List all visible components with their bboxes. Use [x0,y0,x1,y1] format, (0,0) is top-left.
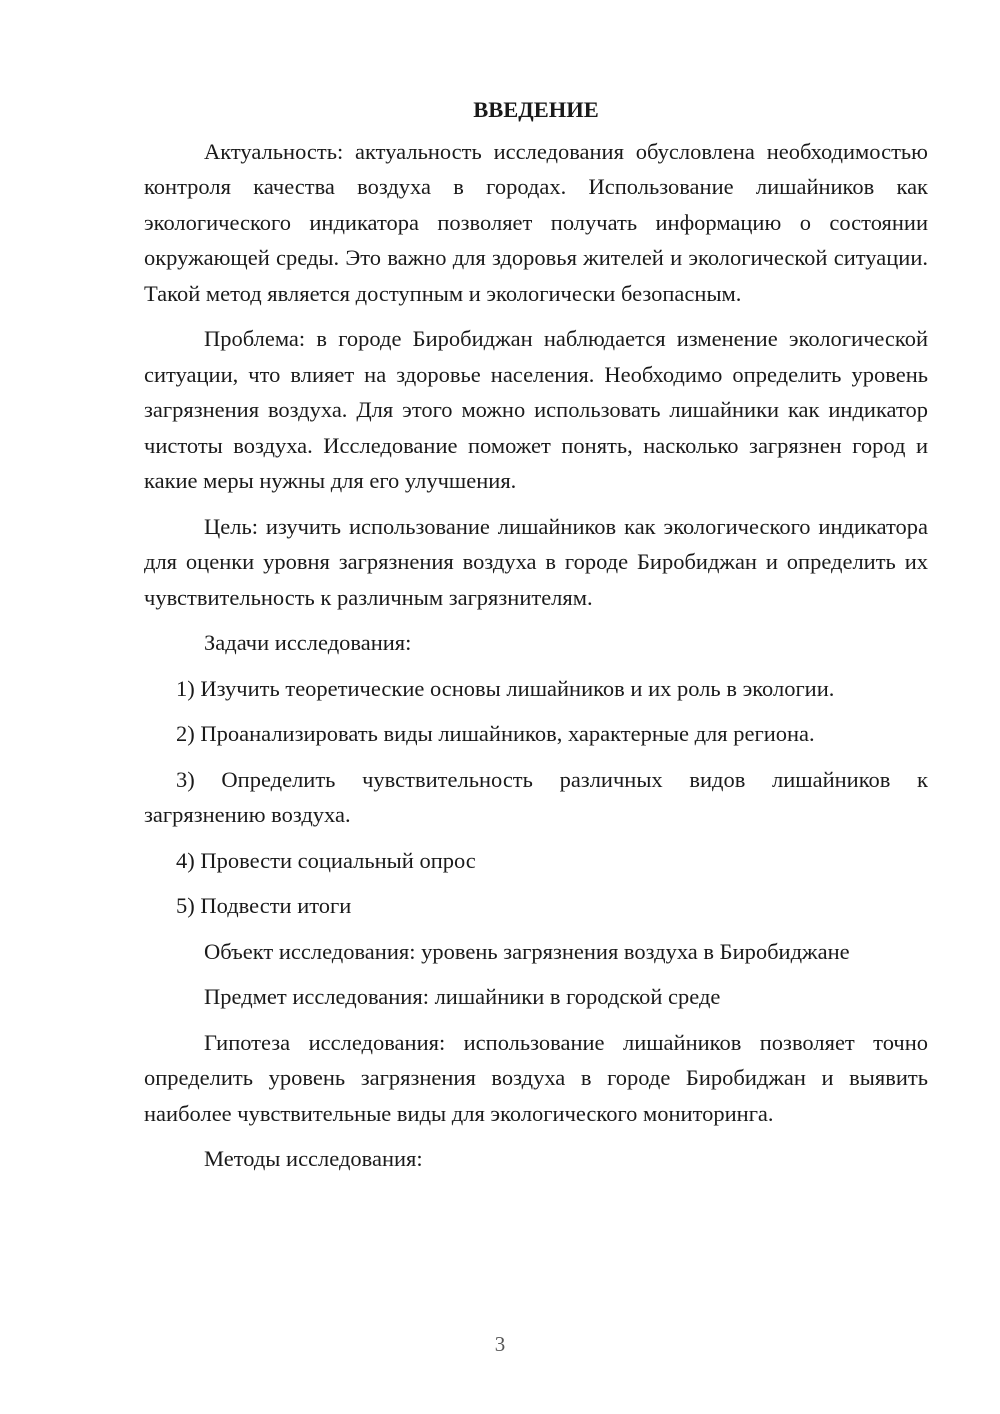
task-item-3: 3) Определить чувствительность различных видов лишайников к загрязнению воздуха. [144,766,928,827]
task-item-2: 2) Проанализировать виды лишайников, характерные для региона. [176,721,815,746]
tasks-heading: Задачи исследования: [204,630,412,655]
relevance-paragraph: Актуальность: актуальность исследования обусловлена необходимостью контроля качества воздуха в городах. Использование лишайников как экологического индикатора позволяет получать информацию о состоянии окружающей среды. Это важно для здоровья жителей и экологической ситуации. Такой метод является доступным и экологически безопасным. [144,138,928,306]
methods-heading: Методы исследования: [204,1146,423,1171]
task-item-1: 1) Изучить теоретические основы лишайников и их роль в экологии. [176,675,835,701]
goal-paragraph: Цель: изучить использование лишайников как экологического индикатора для оценки уровня загрязнения воздуха в городе Биробиджан и определить их чувствительность к различным загрязнителям. [144,513,928,610]
hypothesis-paragraph: Гипотеза исследования: использование лишайников позволяет точно определить уровень загрязнения воздуха в городе Биробиджан и выявить наиболее чувствительные виды для экологического мониторинга. [144,1029,928,1126]
task-item-5: 5) Подвести итоги [176,893,352,918]
object-paragraph: Объект исследования: уровень загрязнения воздуха в Биробиджане [204,938,850,964]
task-item-4: 4) Провести социальный опрос [176,847,476,873]
document-page [144,92,928,1187]
page-title: ВВЕДЕНИЕ [473,97,599,122]
problem-paragraph: Проблема: в городе Биробиджан наблюдается изменение экологической ситуации, что влияет на здоровье населения. Необходимо определить уровень загрязнения воздуха. Для этого можно использовать лишайники как индикатор чистоты воздуха. Исследование поможет понять, насколько загрязнен город и какие меры нужны для его улучшения. [144,326,928,493]
page-number: 3 [494,1332,506,1356]
subject-paragraph: Предмет исследования: лишайники в городской среде [204,984,721,1009]
